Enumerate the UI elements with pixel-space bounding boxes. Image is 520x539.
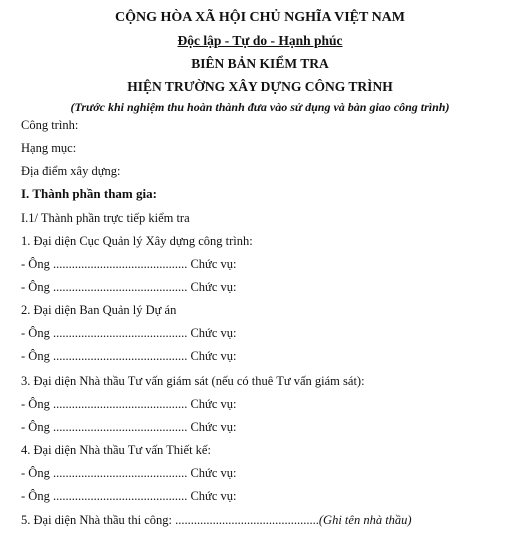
section-title: I. Thành phần tham gia:: [21, 186, 157, 201]
person-line: [21, 397, 236, 412]
position-label: Chức vụ:: [190, 349, 237, 363]
position-label: Chức vụ:: [190, 466, 237, 480]
person-line: [21, 257, 236, 272]
item-field: Hạng mục:: [21, 141, 77, 155]
nation-header: CỘNG HÒA XÃ HỘI CHỦ NGHĨA VIỆT NAM: [114, 10, 405, 25]
motto-text: Độc lập - Tự do - Hạnh phúc: [177, 33, 343, 48]
person-prefix: - Ông: [21, 280, 50, 294]
person-prefix: - Ông: [21, 397, 50, 411]
position-label: Chức vụ:: [190, 326, 237, 340]
name-blank: ...........................................: [52, 420, 188, 434]
document-subtitle: (Trước khi nghiệm thu hoàn thành đưa vào sử dụng và bàn giao công trình): [70, 100, 450, 114]
name-blank: ...........................................: [52, 326, 188, 340]
document-title-2: HIỆN TRƯỜNG XÂY DỰNG CÔNG TRÌNH: [127, 79, 393, 94]
document-title: BIÊN BẢN KIỂM TRA: [191, 56, 329, 71]
person-line: [21, 420, 236, 435]
contractor-note: (Ghi tên nhà thầu): [318, 513, 412, 527]
name-blank: ...........................................: [52, 280, 188, 294]
motto: [0, 33, 520, 49]
position-label: Chức vụ:: [190, 420, 237, 434]
person-prefix: - Ông: [21, 326, 50, 340]
group-heading: 4. Đại diện Nhà thầu Tư vấn Thiết kế:: [21, 443, 211, 457]
name-blank: ...........................................: [52, 466, 188, 480]
person-line: [21, 349, 236, 364]
person-line: [21, 489, 236, 504]
group-heading: 5. Đại diện Nhà thầu thi công:: [21, 513, 173, 527]
person-prefix: - Ông: [21, 489, 50, 503]
person-prefix: - Ông: [21, 420, 50, 434]
group-heading: 1. Đại diện Cục Quản lý Xây dựng công trình:: [21, 234, 253, 248]
group-heading: 3. Đại diện Nhà thầu Tư vấn giám sát (nếu có thuê Tư vấn giám sát):: [21, 374, 365, 388]
person-prefix: - Ông: [21, 257, 50, 271]
project-field: Công trình:: [21, 118, 79, 132]
contractor-blank: ..............................................: [175, 513, 319, 527]
person-prefix: - Ông: [21, 466, 50, 480]
location-field: Địa điểm xây dựng:: [21, 164, 121, 178]
contractor-line: [21, 513, 412, 528]
name-blank: ...........................................: [52, 489, 188, 503]
person-prefix: - Ông: [21, 349, 50, 363]
name-blank: ...........................................: [52, 349, 188, 363]
position-label: Chức vụ:: [190, 489, 237, 503]
person-line: [21, 280, 236, 295]
name-blank: ...........................................: [52, 397, 188, 411]
position-label: Chức vụ:: [190, 257, 237, 271]
subsection-title: I.1/ Thành phần trực tiếp kiểm tra: [21, 211, 190, 225]
position-label: Chức vụ:: [190, 397, 237, 411]
person-line: [21, 466, 236, 481]
group-heading: 2. Đại diện Ban Quản lý Dự án: [21, 303, 177, 317]
name-blank: ...........................................: [52, 257, 188, 271]
person-line: [21, 326, 236, 341]
position-label: Chức vụ:: [190, 280, 237, 294]
